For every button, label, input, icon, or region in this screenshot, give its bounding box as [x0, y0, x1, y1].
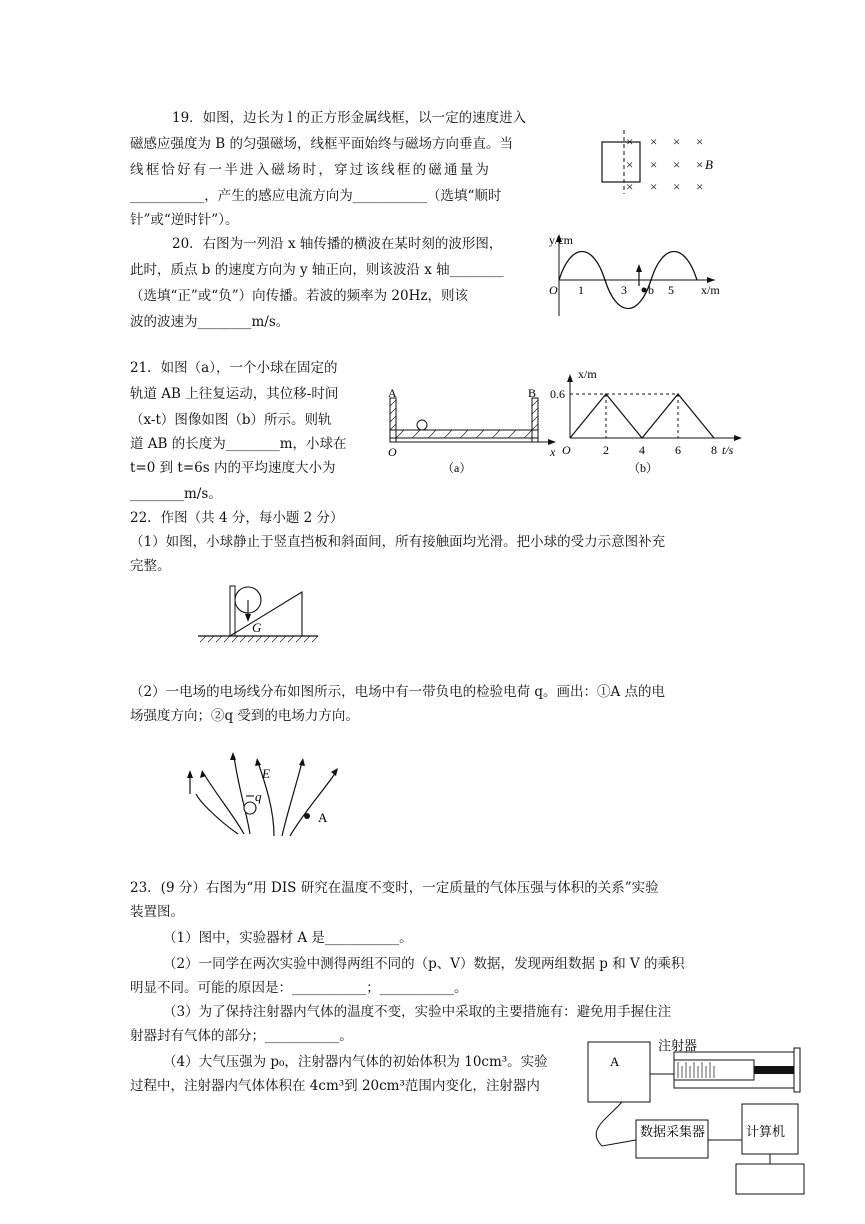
q22-G-label: G [252, 620, 262, 635]
q21b-ytick-label: 0.6 [550, 387, 565, 401]
q19-line-2: 磁感应强度为 B 的匀强磁场，线框平面始终与磁场方向垂直。当 [130, 136, 514, 152]
q23-collector-label: 数据采集器 [640, 1124, 706, 1139]
q21b-x-axis-label: t/s [722, 443, 734, 457]
q20-origin-label: O [549, 283, 558, 297]
q20-tick-1: 1 [578, 283, 584, 297]
q22-E-label: E [262, 766, 270, 781]
q20-tick-5: 5 [668, 283, 674, 297]
svg-text:×: × [696, 134, 704, 149]
q20-tick-3: 3 [621, 283, 627, 297]
q23-line-1: 23．(9 分）右图为“用 DIS 研究在温度不变时，一定质量的气体压强与体积的关系”实验 [130, 880, 659, 896]
q22-part2-line-2: 场强度方向；②q 受到的电场力方向。 [130, 708, 359, 724]
q22-A-label: A [318, 810, 328, 825]
q20-wave-figure [545, 228, 730, 320]
q21-line-6: ________m/s。 [130, 486, 222, 502]
q23-dis-apparatus-figure [586, 1030, 816, 1198]
svg-text:×: × [673, 179, 681, 194]
q22-part2-line-1: （2）一电场的电场线分布如图所示，电场中有一带负电的检验电荷 q。画出：①A 点的电 [130, 684, 666, 700]
q23-computer-label: 计算机 [746, 1124, 786, 1139]
q21a-B-label: B [528, 386, 537, 400]
q22-title: 22．作图（共 4 分，每小题 2 分） [130, 510, 344, 526]
svg-text:×: × [626, 134, 634, 149]
q19-line-3: 线框恰好有一半进入磁场时，穿过该线框的磁通量为 [130, 162, 492, 178]
q21b-y-axis-label: x/m [578, 367, 597, 381]
q21b-xtick-2: 2 [603, 443, 609, 457]
q21b-xtick-4: 4 [639, 443, 645, 457]
q21a-caption: （a） [442, 461, 472, 475]
q21a-O-label: O [388, 445, 397, 459]
q22-part1-line-2: 完整。 [130, 558, 171, 574]
q20-line-1: 20．右图为一列沿 x 轴传播的横波在某时刻的波形图， [172, 236, 503, 252]
q20-line-3: （选填“正”或“负”）向传播。若波的频率为 20Hz，则该 [130, 288, 468, 304]
svg-text:×: × [673, 157, 681, 172]
q19-line-1: 19．如图，边长为 l 的正方形金属线框，以一定的速度进入 [172, 110, 527, 126]
q21b-caption: （b） [628, 461, 659, 475]
q21a-x-label: x [550, 445, 556, 459]
svg-text:×: × [650, 179, 658, 194]
q21b-origin-label: O [562, 443, 571, 457]
q20-y-axis-label: y/cm [549, 233, 573, 247]
q23-line-9: 过程中，注射器内气体体积在 4cm³到 20cm³范围内变化，注射器内 [130, 1078, 540, 1094]
q20-line-4: 波的波速为________m/s。 [130, 314, 290, 330]
q23-line-4: （2）一同学在两次实验中测得两组不同的（p、V）数据，发现两组数据 p 和 V 的乘积 [163, 956, 685, 972]
q23-line-2: 装置图。 [130, 904, 184, 920]
q19-magnetic-field-figure [596, 128, 736, 198]
svg-text:×: × [696, 179, 704, 194]
q21-line-5: t=0 到 t=6s 内的平均速度大小为 [130, 460, 336, 476]
q20-point-b-label: b [648, 283, 654, 297]
svg-text:×: × [626, 179, 634, 194]
q21-line-3: （x-t）图像如图（b）所示。则轨 [130, 412, 332, 428]
q20-line-2: 此时，质点 b 的速度方向为 y 轴正向，则该波沿 x 轴________ [130, 262, 504, 278]
q23-syringe-label: 注射器 [658, 1038, 698, 1053]
q23-line-5: 明显不同。可能的原因是：___________；___________。 [130, 980, 468, 996]
q19-line-5: 针”或“逆时针”）。 [130, 212, 239, 228]
svg-text:×: × [650, 134, 658, 149]
q22-electric-field-figure [178, 750, 348, 844]
q22-q-label: q [255, 789, 262, 804]
q19-line-4: ___________，产生的感应电流方向为___________（选填“顺时 [130, 188, 502, 204]
q23-line-8: （4）大气压强为 p₀，注射器内气体的初始体积为 10cm³。实验 [163, 1054, 548, 1070]
q21-line-1: 21．如图（a），一个小球在固定的 [130, 360, 338, 376]
q21a-A-label: A [388, 386, 397, 400]
q21-xt-graph [548, 364, 748, 478]
svg-text:×: × [673, 134, 681, 149]
q23-line-7: 射器封有气体的部分；___________。 [130, 1028, 353, 1044]
q21-line-2: 轨道 AB 上往复运动，其位移-时间 [130, 386, 339, 402]
q21b-xtick-8: 8 [711, 443, 717, 457]
q21-line-4: 道 AB 的长度为________m，小球在 [130, 436, 347, 452]
q20-x-axis-label: x/m [701, 283, 720, 297]
svg-text:×: × [650, 157, 658, 172]
q22-part1-line-1: （1）如图，小球静止于竖直挡板和斜面间，所有接触面均光滑。把小球的受力示意图补充 [130, 534, 666, 550]
q23-line-3: （1）图中，实验器材 A 是___________。 [163, 930, 413, 946]
q21b-xtick-6: 6 [675, 443, 681, 457]
q21-track-figure [382, 386, 562, 478]
svg-text:×: × [696, 157, 704, 172]
q22-ball-incline-figure [196, 580, 321, 648]
svg-text:×: × [626, 157, 634, 172]
q19-B-label: B [705, 157, 713, 172]
q23-line-6: （3）为了保持注射器内气体的温度不变，实验中采取的主要措施有：避免用手握住注 [163, 1004, 672, 1020]
q23-A-label: A [610, 1054, 620, 1069]
